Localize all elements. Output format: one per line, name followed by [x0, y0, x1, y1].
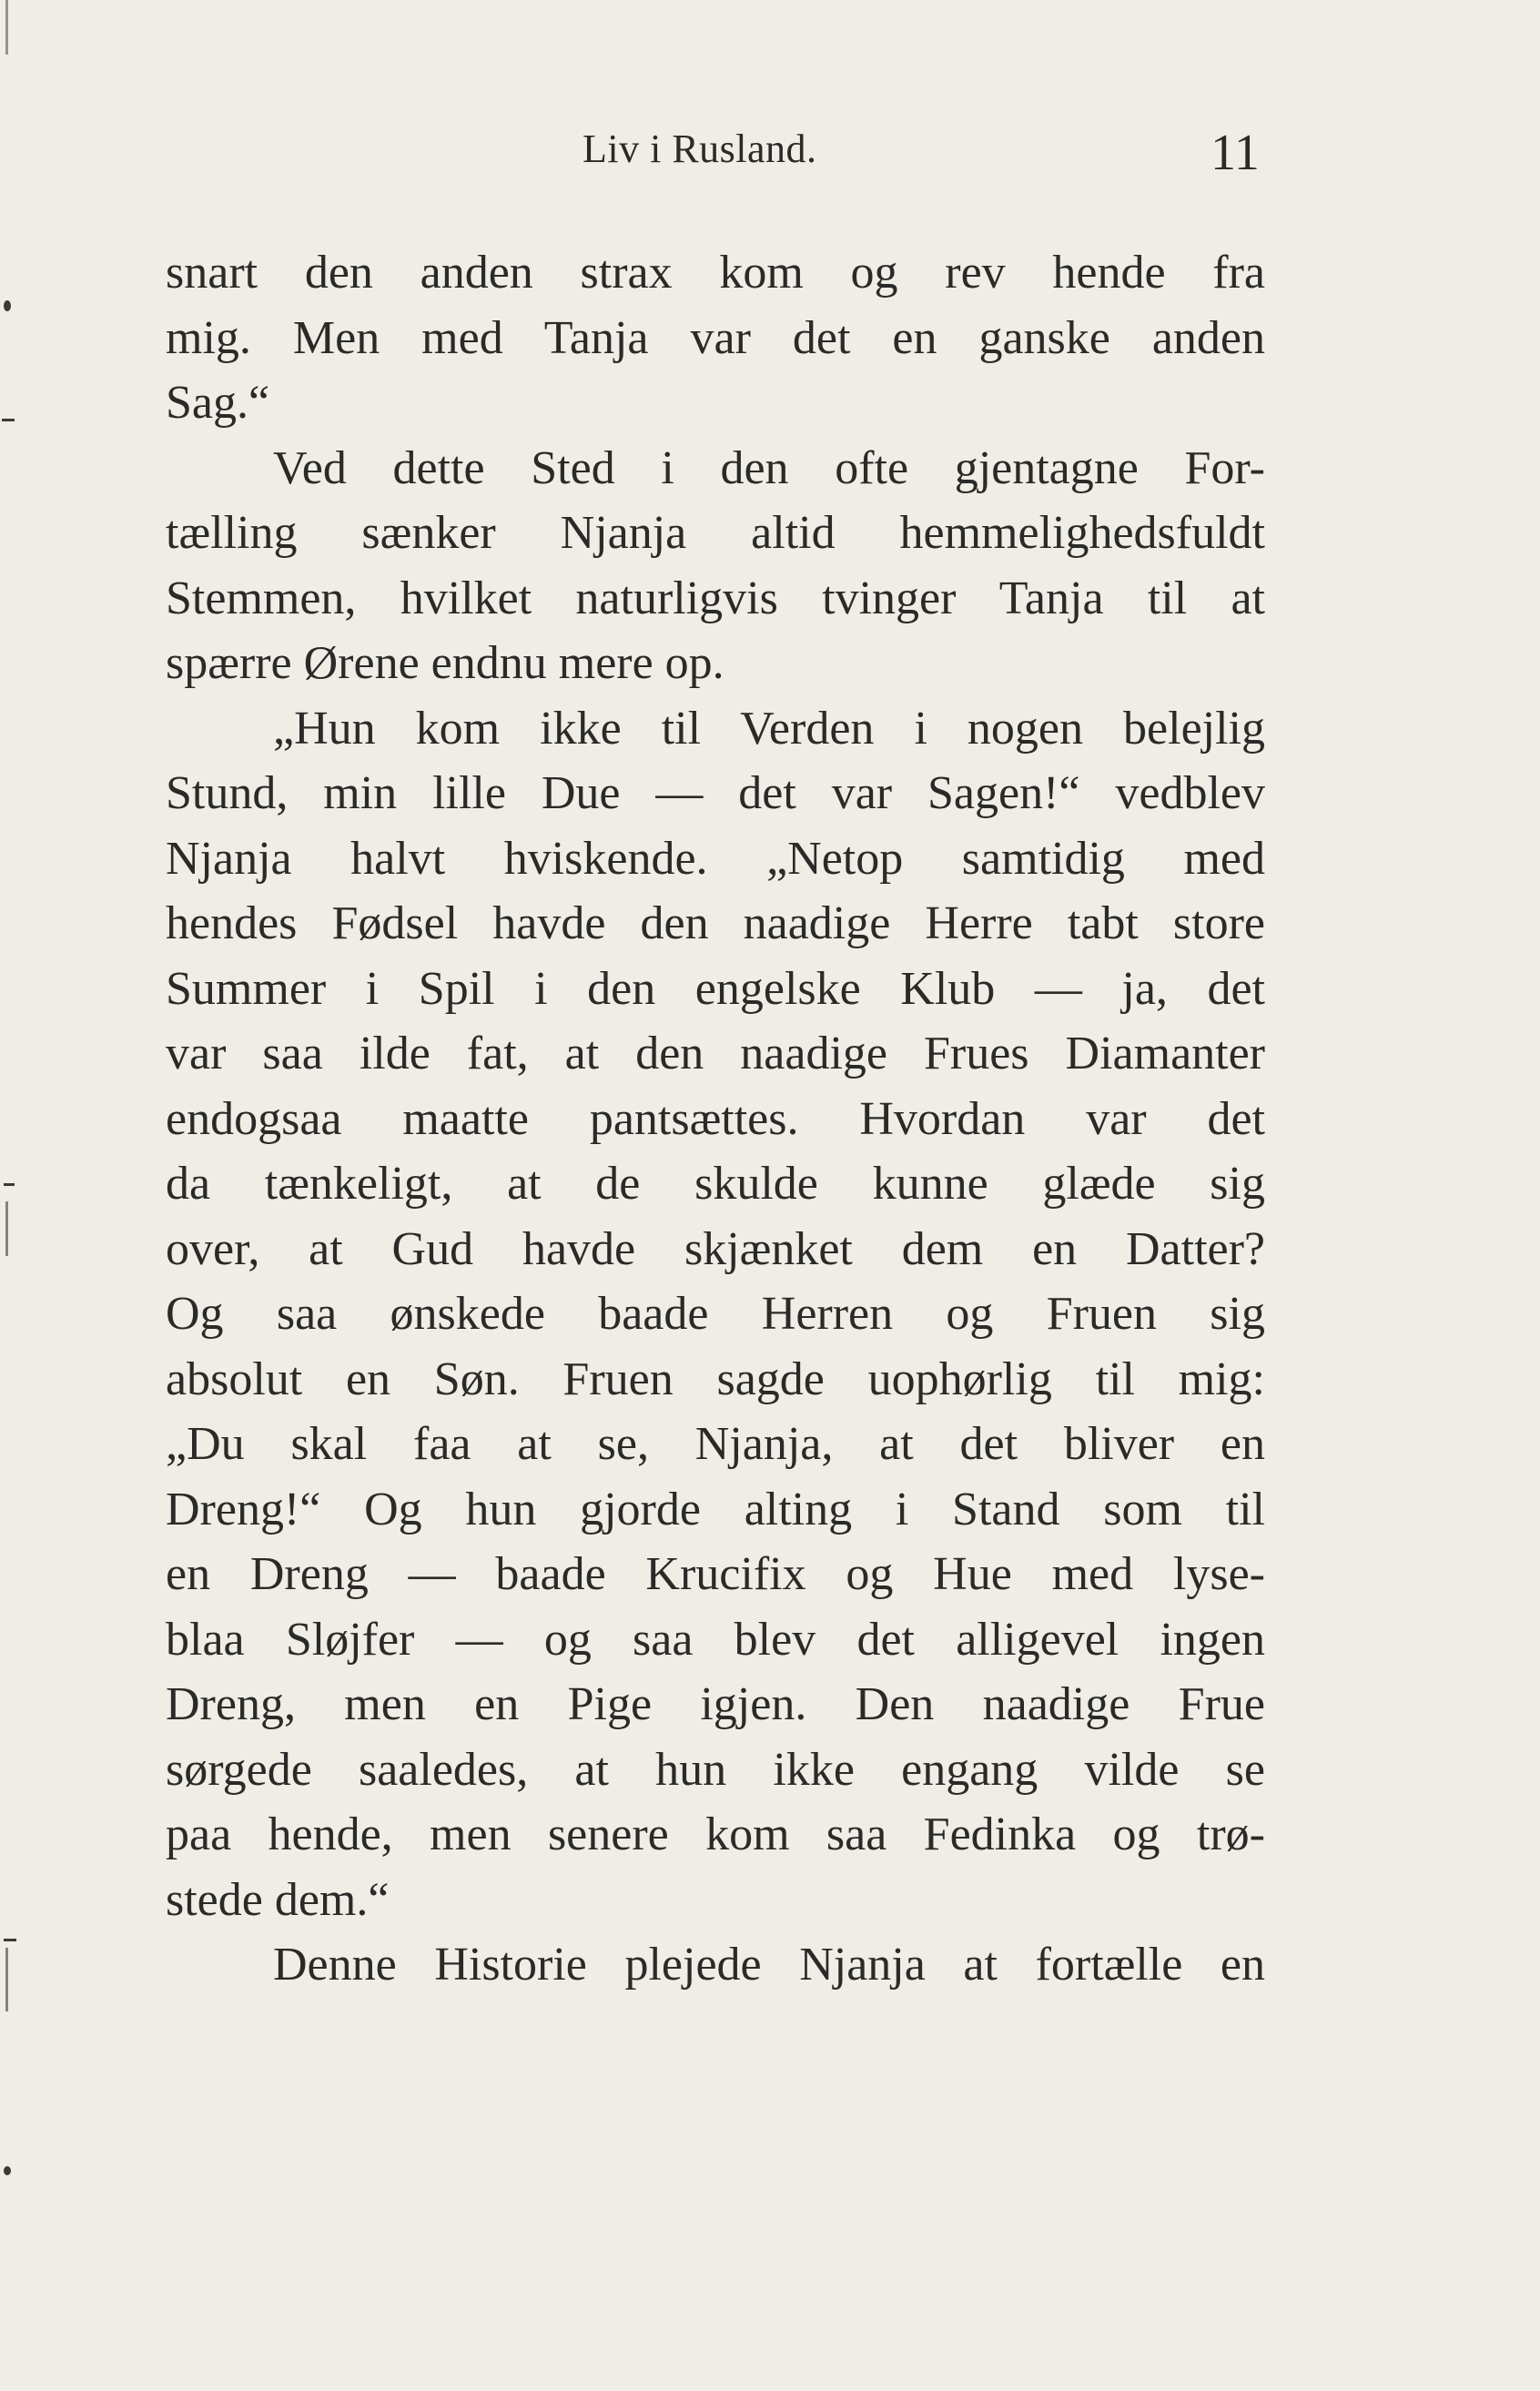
text-line: en Dreng — baade Krucifix og Hue med lyse- — [166, 1548, 1265, 1600]
text-line: over, at Gud havde skjænket dem en Datter? — [166, 1222, 1265, 1275]
text-line: paa hende, men senere kom saa Fedinka og trø- — [166, 1808, 1265, 1860]
text-line: stede dem.“ — [166, 1873, 390, 1926]
text-line: Denne Historie plejede Njanja at fortælle en — [273, 1939, 1265, 1991]
scan-mark — [5, 0, 8, 55]
running-title: Liv i Rusland. — [583, 127, 817, 171]
text-line: Stund, min lille Due — det var Sagen!“ vedblev — [166, 767, 1265, 819]
text-line: sørgede saaledes, at hun ikke engang vilde se — [166, 1743, 1265, 1796]
text-line: Summer i Spil i den engelske Klub — ja, det — [166, 962, 1265, 1015]
text-line: endogsaa maatte pantsættes. Hvordan var det — [166, 1092, 1265, 1145]
text-line: spærre Ørene endnu mere op. — [166, 637, 724, 689]
text-line: tælling sænker Njanja altid hemmelighedsfuldt — [166, 507, 1265, 559]
text-line: snart den anden strax kom og rev hende fra — [166, 247, 1265, 299]
text-line: Dreng, men en Pige igjen. Den naadige Frue — [166, 1678, 1265, 1730]
scan-mark — [5, 1201, 8, 1256]
text-line: da tænkeligt, at de skulde kunne glæde sig — [166, 1158, 1265, 1210]
scan-mark — [2, 419, 15, 421]
text-line: Dreng!“ Og hun gjorde alting i Stand som til — [166, 1483, 1265, 1535]
text-line: Og saa ønskede baade Herren og Fruen sig — [166, 1288, 1265, 1340]
text-line: Ved dette Sted i den ofte gjentagne For- — [273, 441, 1265, 494]
text-line: Stemmen, hvilket naturligvis tvinger Tanja til at — [166, 572, 1265, 624]
page-number: 11 — [1211, 125, 1260, 181]
scan-mark — [4, 2166, 11, 2175]
text-line: „Hun kom ikke til Verden i nogen belejlig — [273, 702, 1265, 755]
text-line: hendes Fødsel havde den naadige Herre tabt store — [166, 897, 1265, 949]
text-line: Njanja halvt hviskende. „Netop samtidig med — [166, 832, 1265, 885]
scan-mark — [4, 1183, 15, 1186]
text-line: mig. Men med Tanja var det en ganske anden — [166, 311, 1265, 364]
scan-mark — [5, 1948, 8, 2011]
text-line: var saa ilde fat, at den naadige Frues Diamanter — [166, 1028, 1265, 1079]
text-line: blaa Sløjfer — og saa blev det alligevel ingen — [166, 1613, 1265, 1666]
body-text — [166, 240, 1265, 1998]
text-line: „Du skal faa at se, Njanja, at det bliver en — [166, 1418, 1265, 1470]
scan-mark — [4, 1939, 16, 1941]
text-line: Sag.“ — [166, 377, 270, 429]
text-line: absolut en Søn. Fruen sagde uophørlig til mig: — [166, 1353, 1265, 1405]
scan-mark — [4, 300, 11, 311]
